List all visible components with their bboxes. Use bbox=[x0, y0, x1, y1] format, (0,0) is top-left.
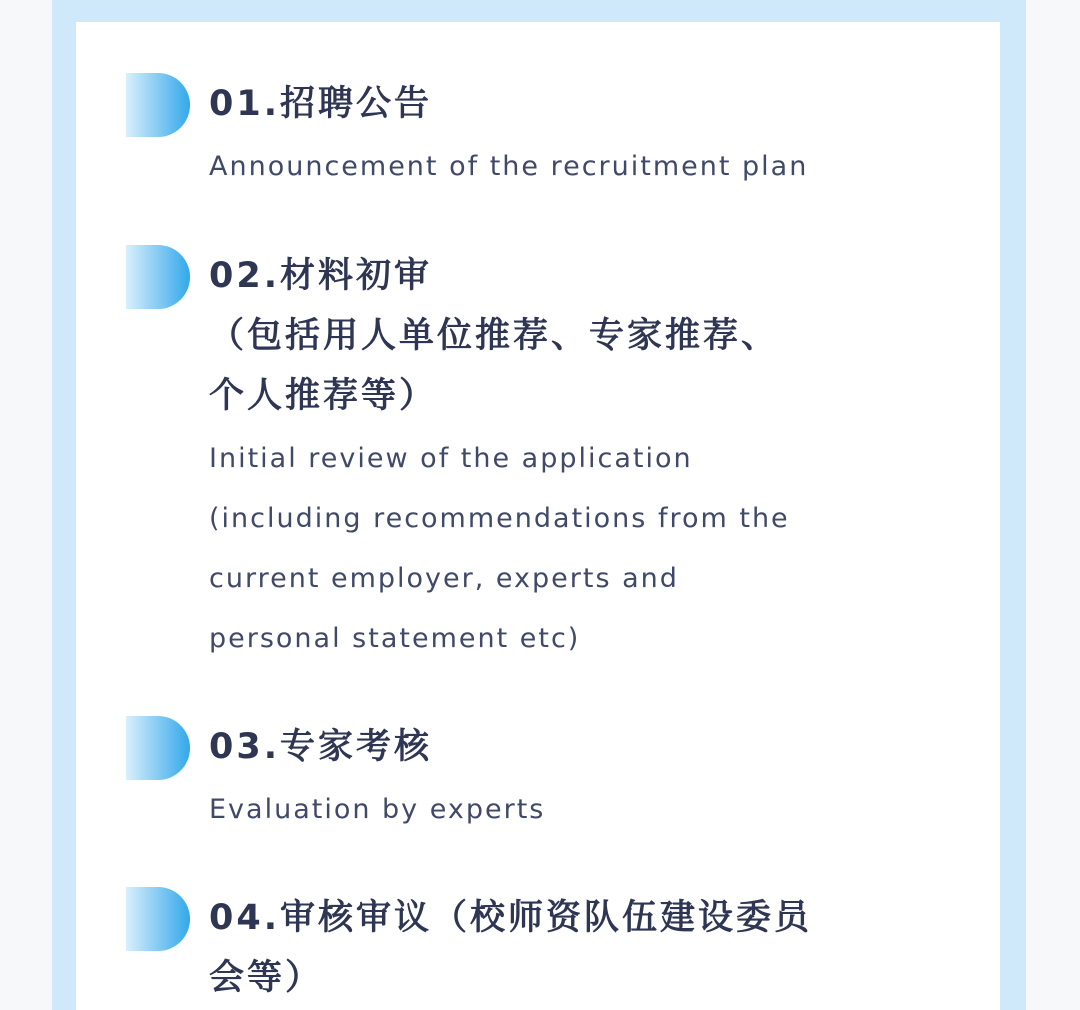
step-02-subtitle-line-2: (including recommendations from the bbox=[209, 503, 790, 534]
step-01-subtitle: Announcement of the recruitment plan bbox=[209, 151, 809, 182]
step-04-heading-line-1: 04.审核审议（校师资队伍建设委员 bbox=[209, 898, 813, 938]
step-03-heading: 03.专家考核 bbox=[209, 727, 433, 767]
step-02-marker bbox=[126, 245, 190, 309]
step-03-subtitle: Evaluation by experts bbox=[209, 794, 546, 825]
step-04-marker bbox=[126, 887, 190, 951]
step-02-heading-line-2: （包括用人单位推荐、专家推荐、 bbox=[209, 316, 780, 356]
step-02-subtitle-line-1: Initial review of the application bbox=[209, 443, 693, 474]
step-01-heading: 01.招聘公告 bbox=[209, 84, 433, 124]
step-02-subtitle-line-3: current employer, experts and bbox=[209, 563, 679, 594]
step-02-heading-line-3: 个人推荐等） bbox=[209, 376, 438, 416]
step-02-heading-line-1: 02.材料初审 bbox=[209, 256, 433, 296]
step-01-marker bbox=[126, 73, 190, 137]
step-03-marker bbox=[126, 716, 190, 780]
step-04-heading-line-2: 会等） bbox=[209, 958, 324, 998]
step-02-subtitle-line-4: personal statement etc) bbox=[209, 623, 581, 654]
